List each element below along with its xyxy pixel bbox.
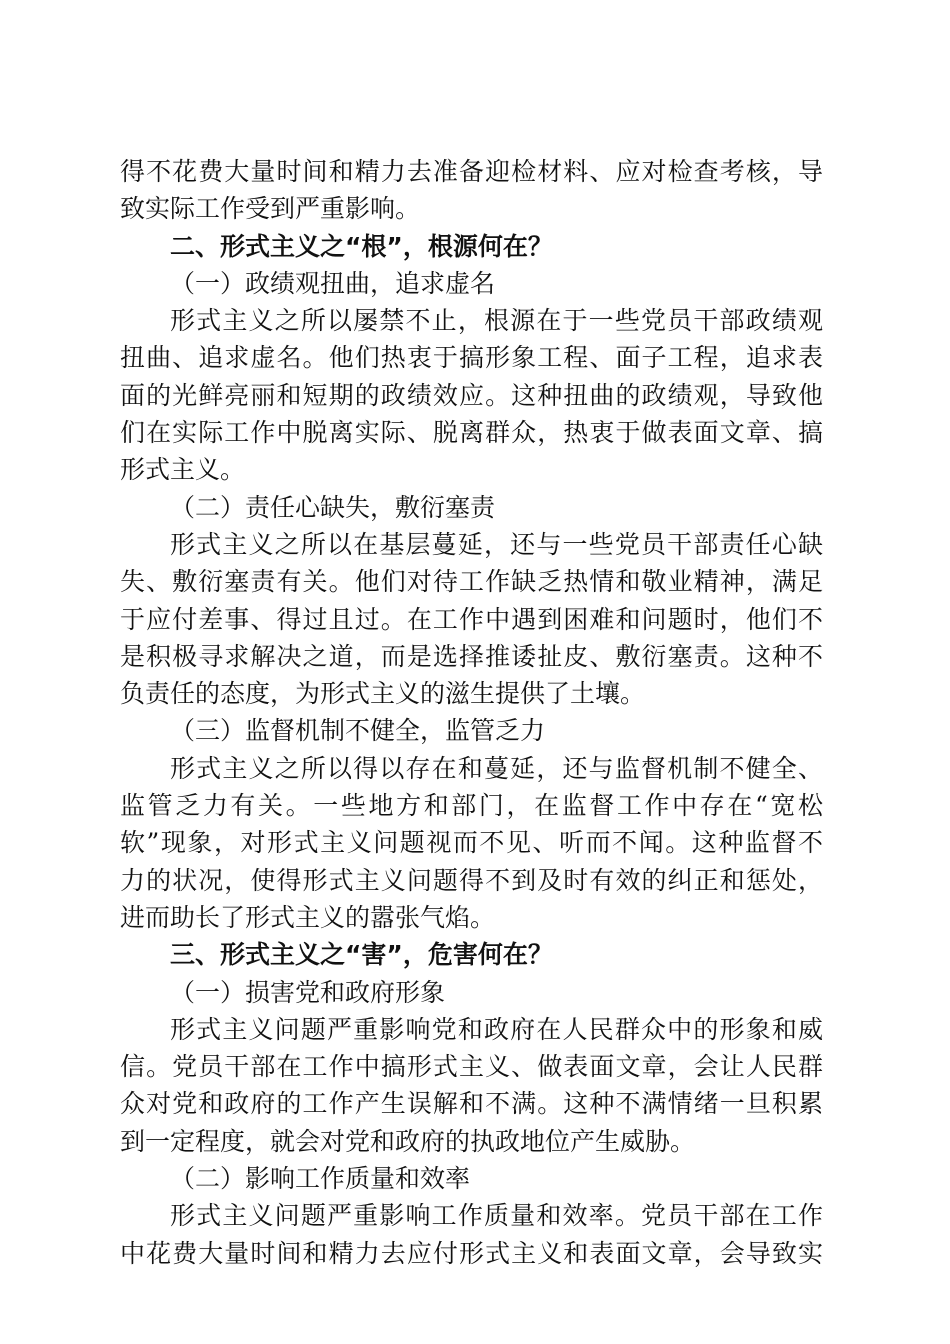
paragraph-line: 负责任的态度，为形式主义的滋生提供了土壤。 (120, 679, 646, 709)
paragraph-line: 面的光鲜亮丽和短期的政绩效应。这种扭曲的政绩观，导致他 (120, 380, 823, 410)
document-body (120, 153, 823, 1272)
paragraph-line: 到一定程度，就会对党和政府的执政地位产生威胁。 (120, 1126, 696, 1156)
paragraph-line: 形式主义问题严重影响工作质量和效率。党员干部在工作 (170, 1201, 823, 1231)
paragraph-line: 形式主义之所以在基层蔓延，还与一些党员干部责任心缺 (170, 529, 823, 559)
paragraph-line: 是积极寻求解决之道，而是选择推诿扯皮、敷衍塞责。这种不 (120, 641, 823, 671)
paragraph-line: 致实际工作受到严重影响。 (120, 194, 421, 224)
paragraph-line: 失、敷衍塞责有关。他们对待工作缺乏热情和敬业精神，满足 (120, 567, 823, 597)
paragraph-line: 扭曲、追求虚名。他们热衷于搞形象工程、面子工程，追求表 (120, 343, 823, 373)
paragraph-line: 中花费大量时间和精力去应付形式主义和表面文章，会导致实 (120, 1238, 823, 1268)
paragraph-line: 形式主义。 (120, 455, 246, 485)
subsection-heading: （一）政绩观扭曲，追求虚名 (170, 268, 496, 298)
paragraph-line: 得不花费大量时间和精力去准备迎检材料、应对检查考核，导 (120, 157, 823, 186)
paragraph-line: 信。党员干部在工作中搞形式主义、做表面文章，会让人民群 (120, 1052, 823, 1082)
paragraph-line: 软”现象，对形式主义问题视而不见、听而不闻。这种监督不 (120, 828, 823, 858)
section-heading: 三、形式主义之“害”，危害何在？ (170, 940, 553, 970)
subsection-heading: （三）监督机制不健全，监管乏力 (170, 716, 546, 746)
paragraph-line: 形式主义之所以得以存在和蔓延，还与监督机制不健全、 (170, 753, 823, 783)
paragraph-line: 们在实际工作中脱离实际、脱离群众，热衷于做表面文章、搞 (120, 418, 823, 448)
subsection-heading: （二）影响工作质量和效率 (170, 1164, 471, 1194)
paragraph-line: 众对党和政府的工作产生误解和不满。这种不满情绪一旦积累 (120, 1089, 823, 1119)
paragraph-line: 力的状况，使得形式主义问题得不到及时有效的纠正和惩处， (120, 865, 823, 895)
paragraph-line: 形式主义之所以屡禁不止，根源在于一些党员干部政绩观 (170, 306, 823, 336)
paragraph-line: 监管乏力有关。一些地方和部门，在监督工作中存在“宽松 (120, 791, 823, 821)
paragraph-line: 于应付差事、得过且过。在工作中遇到困难和问题时，他们不 (120, 604, 823, 634)
subsection-heading: （一）损害党和政府形象 (170, 977, 446, 1007)
paragraph-line: 形式主义问题严重影响党和政府在人民群众中的形象和威 (170, 1014, 823, 1044)
subsection-heading: （二）责任心缺失，敷衍塞责 (170, 492, 496, 522)
paragraph-line: 进而助长了形式主义的嚣张气焰。 (120, 902, 496, 932)
section-heading: 二、形式主义之“根”，根源何在？ (170, 231, 553, 261)
